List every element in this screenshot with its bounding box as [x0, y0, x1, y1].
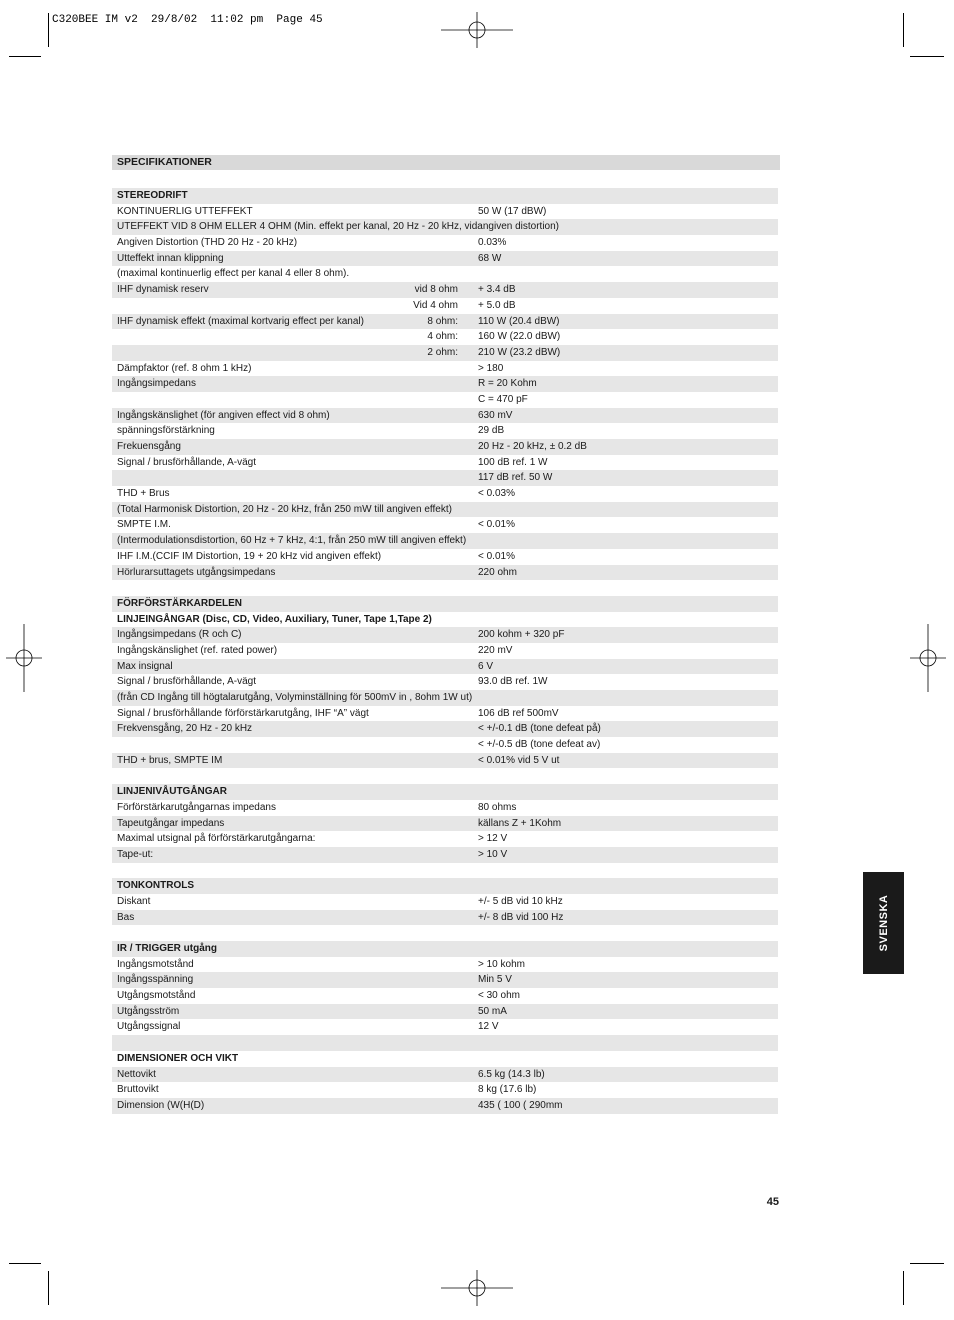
spec-value: C = 470 pF — [478, 393, 528, 405]
section-heading-row — [112, 596, 778, 612]
spec-value: 160 W (22.0 dBW) — [478, 331, 561, 343]
spec-row — [112, 565, 778, 581]
section-heading-row — [112, 941, 778, 957]
registration-mark-right — [910, 624, 946, 692]
spec-label: KONTINUERLIG UTTEFFEKT — [117, 205, 253, 217]
spec-label: TONKONTROLS — [117, 880, 195, 892]
spec-row — [112, 753, 778, 769]
spec-label: Maximal utsignal på förförstärkarutgångarna: — [117, 833, 316, 845]
spec-label: IR / TRIGGER utgång — [117, 943, 217, 954]
spec-row — [112, 957, 778, 973]
spec-label: Ingångsspänning — [117, 974, 194, 986]
spec-row — [112, 800, 778, 816]
section-heading-row — [112, 878, 778, 894]
spec-label: Dimension (W(H(D) — [117, 1099, 205, 1111]
spec-label: Max insignal — [117, 660, 173, 672]
spec-label: Signal / brusförhållande, A-vägt — [117, 676, 256, 688]
crop-mark-top-right-h — [910, 56, 944, 57]
language-tab-label: SVENSKA — [877, 894, 890, 952]
spec-row — [112, 439, 778, 455]
registration-mark-top — [441, 12, 513, 48]
spec-label: (Intermodulationsdistortion, 60 Hz + 7 kHz, 4:1, från 250 mW till angiven effekt) — [117, 535, 467, 547]
spec-sublabel: 4 ohm: — [427, 331, 458, 343]
language-tab — [863, 872, 904, 974]
spec-label: Dämpfaktor (ref. 8 ohm 1 kHz) — [117, 362, 252, 374]
spec-value: + 3.4 dB — [478, 284, 516, 296]
crop-mark-bottom-right-h — [910, 1263, 944, 1264]
spec-label: Frekuensgång — [117, 441, 181, 452]
spec-row — [112, 298, 778, 314]
spec-value: > 10 kohm — [478, 958, 525, 970]
spec-value: 93.0 dB ref. 1W — [478, 676, 548, 688]
spec-label: spänningsförstärkning — [117, 425, 215, 437]
spec-row — [112, 643, 778, 659]
spec-row — [112, 659, 778, 675]
spec-row — [112, 627, 778, 643]
spec-value: +/- 5 dB vid 10 kHz — [478, 895, 563, 907]
spec-row — [112, 831, 778, 847]
spec-row — [112, 376, 778, 392]
spec-row — [112, 972, 778, 988]
registration-mark-bottom — [441, 1270, 513, 1306]
spec-row — [112, 925, 778, 941]
spec-value: 630 mV — [478, 409, 513, 421]
spec-label: SMPTE I.M. — [117, 519, 171, 531]
spec-row — [112, 1067, 778, 1083]
spec-label: Ingångsimpedans — [117, 378, 196, 390]
spec-value: 6 V — [478, 660, 494, 672]
spec-label: Signal / brusförhållande förförstärkarutgång, IHF “A” vägt — [117, 707, 369, 719]
spec-label: UTEFFEKT VID 8 OHM ELLER 4 OHM (Min. effekt per kanal, 20 Hz - 20 kHz, vidangiven distortion) — [117, 221, 560, 233]
spec-value: < +/-0.5 dB (tone defeat av) — [478, 739, 601, 751]
spec-row — [112, 219, 778, 235]
spec-label: Diskant — [117, 895, 151, 907]
spec-label: Förförstärkarutgångarnas impedans — [117, 801, 276, 813]
spec-row — [112, 423, 778, 439]
spec-label: Utgångsmotstånd — [117, 990, 196, 1002]
spec-table — [112, 188, 778, 1114]
spec-label: (maximal kontinuerlig effect per kanal 4 eller 8 ohm). — [117, 268, 350, 280]
spec-value: 117 dB ref. 50 W — [478, 472, 553, 484]
spec-row — [112, 361, 778, 377]
spec-value: > 12 V — [478, 833, 508, 845]
spec-value: 12 V — [478, 1021, 499, 1033]
spec-value: R = 20 Kohm — [478, 378, 537, 390]
spec-value: 6.5 kg (14.3 lb) — [478, 1068, 545, 1080]
spec-row — [112, 470, 778, 486]
spec-row — [112, 517, 778, 533]
spec-row — [112, 863, 778, 879]
spec-label: Ingångsmotstånd — [117, 958, 194, 970]
spec-label: (från CD Ingång till högtalarutgång, Volyminställning för 500mV in , 8ohm 1W ut) — [117, 692, 473, 703]
spec-row — [112, 988, 778, 1004]
spec-row — [112, 502, 778, 518]
section-heading-row — [112, 1051, 778, 1067]
spec-label: Tapeutgångar impedans — [117, 817, 225, 829]
spec-row — [112, 1082, 778, 1098]
spec-value: 8 kg (17.6 lb) — [478, 1084, 537, 1096]
spec-label: Utgångssignal — [117, 1021, 181, 1033]
spec-value: 210 W (23.2 dBW) — [478, 346, 561, 358]
spec-label: LINJEINGÅNGAR (Disc, CD, Video, Auxiliary, Tuner, Tape 1,Tape 2) — [117, 613, 432, 625]
spec-label: Bruttovikt — [117, 1084, 159, 1096]
spec-row — [112, 533, 778, 549]
spec-row — [112, 251, 778, 267]
spec-value: +/- 8 dB vid 100 Hz — [478, 911, 564, 923]
spec-row — [112, 768, 778, 784]
spec-sublabel: 2 ohm: — [427, 346, 458, 358]
spec-row — [112, 690, 778, 706]
spec-row — [112, 1004, 778, 1020]
spec-row — [112, 282, 778, 298]
spec-sublabel: Vid 4 ohm — [413, 299, 458, 311]
spec-value: < 0.03% — [478, 488, 515, 500]
spec-value: < 0.01% vid 5 V ut — [478, 754, 560, 766]
spec-label: (Total Harmonisk Distortion, 20 Hz - 20 kHz, från 250 mW till angiven effekt) — [117, 503, 452, 515]
spec-row — [112, 894, 778, 910]
spec-label: Ingångsimpedans (R och C) — [117, 629, 242, 641]
spec-value: 29 dB — [478, 425, 505, 437]
crop-mark-bottom-left-v — [48, 1271, 49, 1305]
spec-value: 100 dB ref. 1 W — [478, 456, 548, 468]
spec-row — [112, 847, 778, 863]
spec-label: IHF I.M.(CCIF IM Distortion, 19 + 20 kHz vid angiven effekt) — [117, 550, 382, 562]
spec-row — [112, 486, 778, 502]
spec-value: > 180 — [478, 362, 504, 374]
spec-sublabel: vid 8 ohm — [414, 284, 458, 296]
spec-value: 220 ohm — [478, 566, 517, 578]
spec-row — [112, 816, 778, 832]
spec-row — [112, 1035, 778, 1051]
spec-value: 20 Hz - 20 kHz, ± 0.2 dB — [478, 441, 587, 452]
spec-value: < 0.01% — [478, 519, 515, 531]
spec-row — [112, 721, 778, 737]
spec-label: FÖRFÖRSTÄRKARDELEN — [117, 597, 242, 609]
spec-row — [112, 408, 778, 424]
spec-label: Utgångsström — [117, 1005, 180, 1017]
spec-row — [112, 737, 778, 753]
spec-row — [112, 204, 778, 220]
spec-label: IHF dynamisk reserv — [117, 284, 209, 296]
spec-row — [112, 1098, 778, 1114]
spec-label: IHF dynamisk effekt (maximal kortvarig effect per kanal) — [117, 315, 364, 327]
spec-row — [112, 314, 778, 330]
crop-mark-bottom-right-v — [903, 1271, 904, 1305]
spec-value: 106 dB ref 500mV — [478, 707, 559, 719]
spec-value: 200 kohm + 320 pF — [478, 629, 565, 641]
spec-label: Bas — [117, 911, 135, 923]
spec-row — [112, 345, 778, 361]
spec-label: Ingångskänslighet (ref. rated power) — [117, 644, 278, 656]
spec-row — [112, 910, 778, 926]
spec-value: 0.03% — [478, 237, 507, 249]
spec-label: DIMENSIONER OCH VIKT — [117, 1052, 239, 1064]
spec-value: Min 5 V — [478, 974, 512, 986]
registration-mark-left — [6, 624, 42, 692]
section-heading-row — [112, 188, 778, 204]
spec-label: THD + Brus — [117, 488, 170, 500]
spec-label: Nettovikt — [117, 1068, 156, 1080]
spec-label: THD + brus, SMPTE IM — [117, 754, 223, 766]
spec-value: + 5.0 dB — [478, 299, 516, 311]
spec-value: källans Z + 1Kohm — [478, 817, 562, 829]
spec-label: Angiven Distortion (THD 20 Hz - 20 kHz) — [117, 237, 298, 249]
spec-row — [112, 706, 778, 722]
spec-value: < 30 ohm — [478, 990, 520, 1002]
spec-value: 68 W — [478, 252, 502, 264]
spec-label: Signal / brusförhållande, A-vägt — [117, 456, 256, 468]
spec-row — [112, 455, 778, 471]
spec-value: < 0.01% — [478, 550, 515, 562]
crop-mark-top-left-h — [9, 56, 41, 57]
spec-value: 50 mA — [478, 1005, 507, 1017]
spec-row — [112, 549, 778, 565]
spec-value: < +/-0.1 dB (tone defeat på) — [478, 723, 601, 735]
spec-row — [112, 329, 778, 345]
spec-value: 80 ohms — [478, 801, 517, 813]
spec-value: 110 W (20.4 dBW) — [478, 315, 560, 327]
print-header: C320BEE IM v2 29/8/02 11:02 pm Page 45 — [52, 14, 323, 26]
crop-mark-bottom-left-h — [9, 1263, 41, 1264]
spec-row — [112, 580, 778, 596]
spec-value: 435 ( 100 ( 290mm — [478, 1099, 563, 1111]
spec-row — [112, 235, 778, 251]
spec-label: Frekvensgång, 20 Hz - 20 kHz — [117, 723, 253, 735]
section-heading-row — [112, 612, 778, 628]
specifications-title: SPECIFIKATIONER — [112, 155, 780, 170]
spec-row — [112, 266, 778, 282]
page-number: 45 — [766, 1196, 779, 1208]
spec-row — [112, 392, 778, 408]
spec-label: LINJENIVÅUTGÅNGAR — [117, 786, 228, 798]
spec-row — [112, 1019, 778, 1035]
crop-mark-top-left-v — [48, 13, 49, 47]
spec-sublabel: 8 ohm: — [427, 315, 458, 327]
section-heading-row — [112, 784, 778, 800]
spec-value: > 10 V — [478, 848, 508, 860]
spec-value: 50 W (17 dBW) — [478, 205, 547, 217]
spec-label: Utteffekt innan klippning — [117, 252, 224, 264]
spec-value: 220 mV — [478, 644, 513, 656]
spec-label: Hörlurarsuttagets utgångsimpedans — [117, 566, 276, 578]
spec-label: STEREODRIFT — [117, 190, 188, 201]
spec-row — [112, 674, 778, 690]
spec-label: Ingångskänslighet (för angiven effect vid 8 ohm) — [117, 409, 330, 421]
crop-mark-top-right-v — [903, 13, 904, 47]
spec-label: Tape-ut: — [117, 848, 154, 860]
